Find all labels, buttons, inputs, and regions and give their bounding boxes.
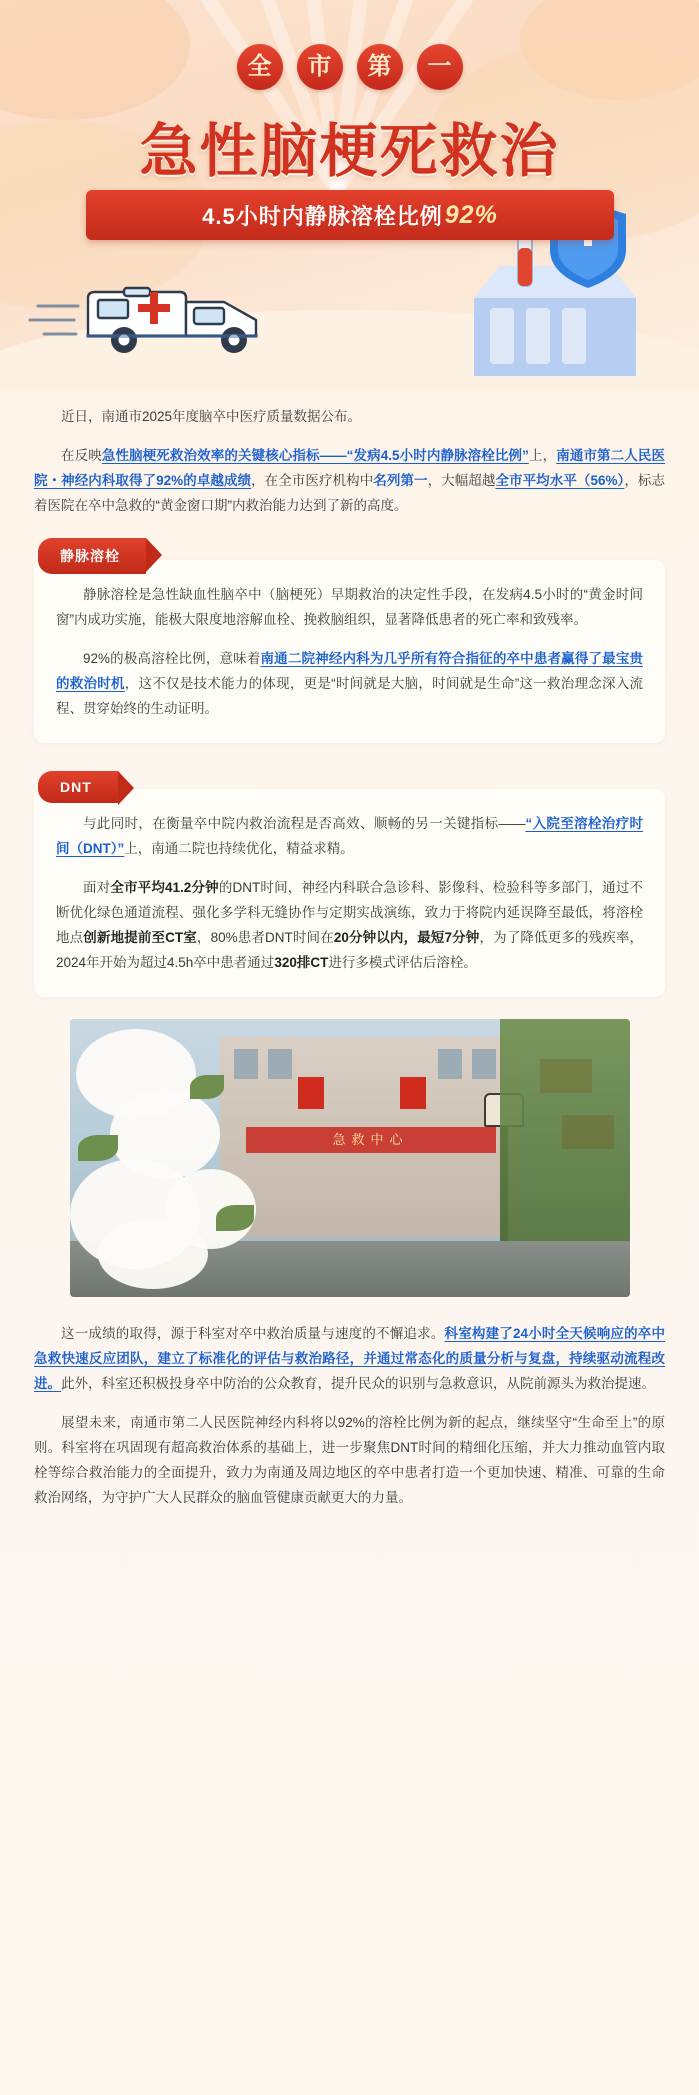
highlight-rank: 名列第一 [373,473,428,488]
thrombolysis-paragraph-2 [56,646,643,721]
photo-leaf [78,1135,118,1161]
hospital-exterior-photo [70,1019,630,1297]
subtitle-banner [86,190,614,240]
photo-window [268,1049,292,1079]
text-run: 面对 [83,880,111,895]
dnt-paragraph-1 [56,811,643,861]
rank-badge-row [0,44,699,90]
text-run: 的DNT时间，神经内科联合急诊科、影像科、检验科等多部门，通过不断优化绿色通道流程、强化多学科无缝协作与定期实战演练，致力于将院内延误降至最低，将溶栓地点 [56,880,643,945]
text-run: 在反映 [61,448,102,463]
text-run: 92%的极高溶栓比例，意味着 [83,651,261,666]
subtitle-text: 4.5小时内静脉溶栓比例 [202,203,443,229]
dnt-paragraph-2 [56,875,643,975]
text-run: ，标志着医院在卒中急救的“黄金窗口期”内救治能力达到了新的高度。 [34,473,666,513]
section-dnt [34,765,665,997]
rank-badge-char: 一 [417,44,463,90]
highlight-achievement: 南通市第二人民医院・神经内科取得了92%的卓越成绩 [34,448,666,488]
closing-paragraph-2: 展望未来，南通市第二人民医院神经内科将以92%的溶栓比例为新的起点，继续坚守“生命至上”的原则。科室将在巩固现有超高救治体系的基础上，进一步聚焦DNT时间的精细化压缩，并大力推动血管内取栓等综合救治能力的全面提升，致力为南通及周边地区的卒中患者打造一个更加快速、精准、可靠的生命救治网络，为守护广大人民群众的脑血管健康贡献更大的力量。 [34,1415,665,1505]
highlight-ct-320: 320排CT [274,955,329,970]
intro-paragraph-1: 近日，南通市2025年度脑卒中医疗质量数据公布。 [61,409,362,424]
photo-sign-text: 急救中心 [246,1127,496,1153]
text-run: ，80%患者DNT时间在 [196,930,334,945]
page-title: 急性脑梗死救治 [139,119,560,184]
highlight-team-building: 科室构建了24小时全天候响应的卒中急救快速反应团队，建立了标准化的评估与救治路径，并通过常态化的质量分析与复盘，持续驱动流程改进。 [34,1326,665,1391]
highlight-dnt-definition: “入院至溶栓治疗时间（DNT）” [56,816,644,856]
photo-blossom [98,1219,208,1289]
text-run: ，大幅超越 [427,473,496,488]
photo-window [438,1049,462,1079]
highlight-golden-window: 南通二院神经内科为几乎所有符合指征的卒中患者赢得了最宝贵的救治时机 [56,651,643,691]
text-run: ，为了降低更多的残疾率，2024年开始为超过4.5h卒中患者通过 [56,930,644,970]
highlight-ct-room: 创新地提前至CT室 [83,930,197,945]
thrombolysis-paragraph-1: 静脉溶栓是急性缺血性脑卒中（脑梗死）早期救治的决定性手段，在发病4.5小时的“黄金时间窗”内成功实施，能极大限度地溶解血栓、挽救脑组织，显著降低患者的死亡率和致残率。 [56,587,643,627]
photo-red-panel [400,1077,426,1109]
ambulance-illustration [28,258,328,368]
text-run: ，在全市医疗机构中 [251,473,374,488]
subtitle-percentage: 92% [444,200,498,229]
photo-leaf [216,1205,254,1231]
rank-badge-char: 全 [237,44,283,90]
photo-leaf [190,1075,224,1099]
text-run: 与此同时，在衡量卒中院内救治流程是否高效、顺畅的另一关键指标—— [83,816,526,831]
section-tag-dnt: DNT [38,771,118,803]
section-card-thrombolysis [34,560,665,743]
text-run: 上，南通二院也持续优化，精益求精。 [124,841,354,856]
rank-badge-char: 第 [357,44,403,90]
text-run: ，这不仅是技术能力的体现，更是“时间就是大脑，时间就是生命”这一救治理念深入流程、贯穿始终的生动证明。 [56,676,643,716]
section-card-dnt [34,789,665,997]
section-thrombolysis [34,532,665,743]
section-tag-thrombolysis: 静脉溶栓 [38,538,146,574]
photo-window [234,1049,258,1079]
text-run: 此外，科室还积极投身卒中防治的公众教育，提升民众的识别与急救意识，从院前源头为救治提速。 [61,1376,655,1391]
hero-banner [0,0,699,390]
intro-paragraph-2 [34,443,665,518]
closing-paragraph-1 [34,1321,665,1396]
highlight-city-avg-dnt: 全市平均41.2分钟 [110,880,219,895]
highlight-indicator: 急性脑梗死救治效率的关键核心指标——“发病4.5小时内静脉溶栓比例” [101,448,529,463]
text-run: 进行多模式评估后溶栓。 [328,955,477,970]
text-run: 上， [528,448,557,463]
photo-red-panel [298,1077,324,1109]
photo-window [472,1049,496,1079]
highlight-dnt-minutes: 20分钟以内，最短7分钟 [333,930,480,945]
article-content [0,390,699,1554]
highlight-city-average: 全市平均水平（56%） [495,473,625,488]
rank-badge-char: 市 [297,44,343,90]
text-run: 这一成绩的取得，源于科室对卒中救治质量与速度的不懈追求。 [61,1326,445,1341]
